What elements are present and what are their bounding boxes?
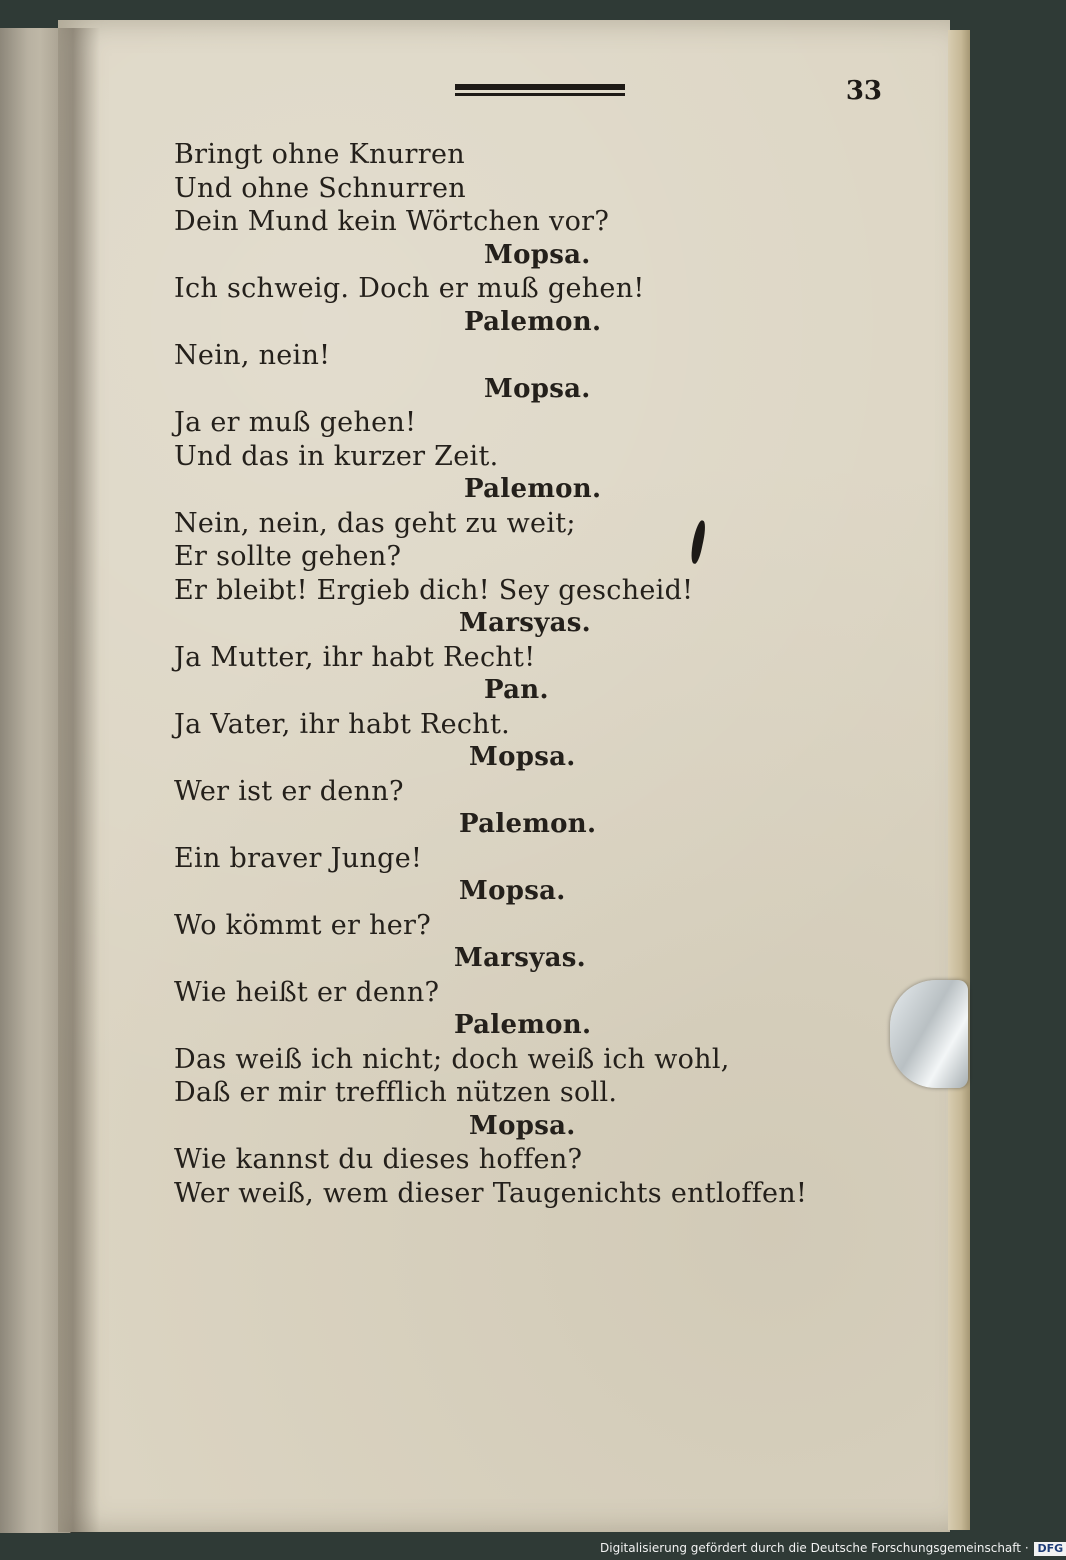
verse-line: Wie kannst du dieses hoffen? — [174, 1144, 583, 1175]
speaker-name: Palemon. — [464, 474, 602, 504]
header-rule-thin — [455, 93, 625, 96]
verse-line: Nein, nein! — [174, 340, 331, 371]
verse-line: Ich schweig. Doch er muß gehen! — [174, 273, 645, 304]
verse-line: Wie heißt er denn? — [174, 976, 440, 1008]
verse-line: Wer ist er denn? — [174, 775, 404, 807]
speaker-name: Mopsa. — [484, 373, 591, 404]
verse-line: Daß er mir trefflich nützen soll. — [174, 1077, 618, 1108]
page-clip — [890, 980, 968, 1088]
speaker-name: Mopsa. — [469, 1110, 576, 1141]
speaker-name: Mopsa. — [459, 876, 566, 906]
speaker-name: Palemon. — [454, 1010, 592, 1040]
verse-line: Wer weiß, wem dieser Taugenichts entloffen! — [174, 1177, 808, 1209]
verse-line: Ja er muß gehen! — [174, 407, 417, 438]
dfg-logo: DFG — [1034, 1542, 1066, 1556]
header-rule-thick — [455, 84, 625, 90]
book-gutter — [40, 28, 100, 1533]
verse-line: Nein, nein, das geht zu weit; — [174, 507, 576, 539]
verse-line: Wo kömmt er her? — [174, 909, 432, 941]
page-number: 33 — [845, 76, 882, 106]
verse-line: Dein Mund kein Wörtchen vor? — [174, 206, 610, 237]
verse-line: Er sollte gehen? — [174, 541, 402, 572]
verse-line: Ein braver Junge! — [174, 842, 423, 874]
speaker-name: Mopsa. — [484, 239, 591, 270]
dialogue-text — [174, 138, 874, 1210]
verse-line: Und das in kurzer Zeit. — [174, 440, 499, 472]
verse-line: Bringt ohne Knurren — [174, 139, 465, 170]
credit-text: Digitalisierung gefördert durch die Deutsche Forschungsgemeinschaft · — [600, 1541, 1029, 1555]
speaker-name: Mopsa. — [469, 742, 576, 772]
speaker-name: Palemon. — [464, 306, 602, 337]
verse-line: Ja Mutter, ihr habt Recht! — [174, 641, 536, 673]
speaker-name: Palemon. — [459, 809, 597, 839]
verse-line: Und ohne Schnurren — [174, 172, 466, 204]
digitization-credit — [600, 1538, 1064, 1558]
verse-line: Er bleibt! Ergieb dich! Sey gescheid! — [174, 574, 694, 606]
page-stack-edge — [948, 30, 970, 1530]
speaker-name: Marsyas. — [459, 608, 592, 638]
speaker-name: Marsyas. — [454, 943, 587, 973]
verse-line: Das weiß ich nicht; doch weiß ich wohl, — [174, 1043, 730, 1075]
verse-line: Ja Vater, ihr habt Recht. — [174, 708, 511, 740]
header-rule — [455, 84, 625, 98]
speaker-name: Pan. — [484, 675, 549, 705]
